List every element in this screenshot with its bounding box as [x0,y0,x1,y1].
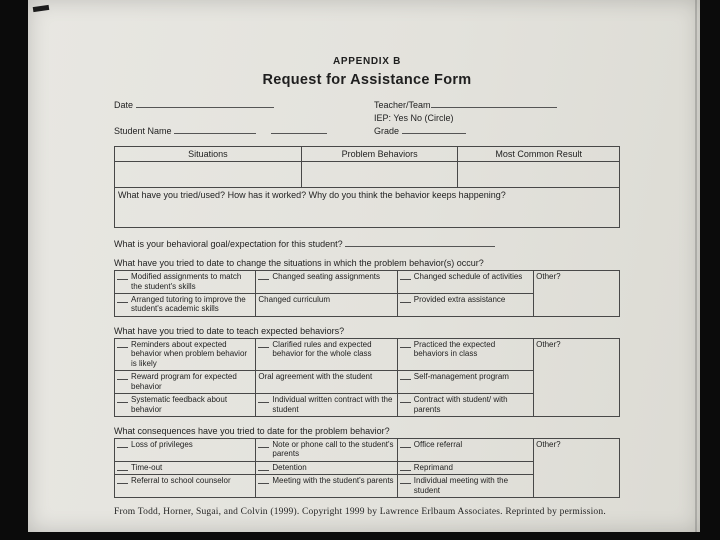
scan-artifact [33,5,50,12]
grade-field [374,125,620,138]
checklist-cell [256,461,397,474]
item-label: Self-management program [413,372,509,382]
checkline [400,341,411,348]
checklist-cell [115,394,256,417]
section-situations-table [114,270,620,317]
checkline [117,273,128,280]
checklist-cell [397,271,533,294]
student-name-label: Student Name [114,126,172,137]
item-label: Meeting with the student's parents [272,476,394,486]
section-consequences-question: What consequences have you tried to date for the problem behavior? [114,425,390,436]
item-label: Individual written contract with the student [272,395,393,414]
checkline [400,441,411,448]
checkline [400,373,411,380]
tried-question-row [115,188,620,228]
item-label: Contract with student/ with parents [413,395,508,414]
situations-entry-row [115,162,620,188]
table-row [115,338,620,370]
student-name-blank [174,126,256,134]
item-label: Practiced the expected behaviors in class [413,339,496,359]
checkline [258,441,269,448]
col-header-problem-behaviors: Problem Behaviors [301,147,458,162]
scanned-form-page [28,0,700,532]
table-row [115,271,620,294]
checkline [400,464,411,471]
item-label: Changed schedule of activities [413,272,523,282]
checklist-cell [397,475,533,498]
checklist-cell [256,294,397,317]
checklist-cell [115,475,256,498]
checkline [400,396,411,403]
checklist-cell [397,438,533,461]
checklist-cell [115,294,256,317]
checkline [117,341,128,348]
item-label: Systematic feedback about behavior [131,395,228,414]
checklist-cell [115,338,256,370]
checklist-cell [256,271,397,294]
tried-question-cell: What have you tried/used? How has it worked? Why do you think the behavior keeps happening? [115,188,620,228]
grade-label: Grade [374,126,400,137]
situations-table [114,146,620,228]
item-label: Changed curriculum [258,295,330,305]
col-header-situations: Situations [115,147,302,162]
section-consequences-table [114,438,620,498]
item-label: Note or phone call to the student's parents [272,439,394,459]
item-label: Reward program for expected behavior [131,372,237,391]
item-label: Provided extra assistance [413,295,506,305]
item-label: Loss of privileges [131,439,193,449]
checkline [400,296,411,303]
col-header-most-common-result: Most Common Result [458,147,620,162]
situations-header-row [115,147,620,162]
item-label: Changed seating assignments [272,272,381,282]
checkline [258,273,269,280]
checkline [400,273,411,280]
checkline [117,441,128,448]
checklist-cell [256,438,397,461]
checkline [117,477,128,484]
page-edge-crease [695,0,697,532]
iep-label: IEP: Yes No (Circle) [374,113,454,124]
checkline [117,464,128,471]
checklist-cell [256,394,397,417]
situations-entry-cell [115,162,302,188]
checklist-cell [397,338,533,370]
checkline [117,373,128,380]
date-field [114,99,374,112]
checklist-cell [397,294,533,317]
item-label: Reminders about expected behavior when problem behavior is likely [131,339,248,368]
checklist-cell [256,371,397,394]
student-name-field [114,125,374,138]
checklist-cell [256,338,397,370]
table-row [115,438,620,461]
header-fields [114,99,620,138]
checkline [258,396,269,403]
goal-question-line [114,239,620,249]
section-teach-table [114,338,620,417]
checkline [117,296,128,303]
item-label: Arranged tutoring to improve the student's academic skills [131,295,246,314]
teacher-field [374,99,620,112]
date-label: Date [114,100,134,110]
item-label: Detention [272,462,307,472]
teacher-label: Teacher/Team [374,100,431,110]
item-label: Office referral [413,439,463,449]
checkline [400,477,411,484]
checkline [117,396,128,403]
iep-field [374,112,620,125]
item-label: Oral agreement with the student [258,372,373,382]
page-title: Request for Assistance Form [262,72,472,88]
section-teach-question: What have you tried to date to teach expected behaviors? [114,325,345,336]
other-cell: Other? [534,438,620,497]
checklist-cell [115,461,256,474]
student-name-blank-2 [271,126,327,134]
most-common-result-entry-cell [458,162,620,188]
checklist-cell [397,461,533,474]
source-citation: From Todd, Horner, Sugai, and Colvin (1999). Copyright 1999 by Lawrence Erlbaum Associates. Reprinted by permission. [114,507,606,517]
problem-behaviors-entry-cell [301,162,458,188]
checkline [258,341,269,348]
goal-blank [345,239,495,247]
checklist-cell [115,438,256,461]
item-label: Modified assignments to match the student's skills [131,272,242,291]
appendix-label: APPENDIX B [332,56,402,67]
other-cell: Other? [534,338,620,416]
section-situations-question: What have you tried to date to change the situations in which the problem behavior(s) occur? [114,258,484,269]
grade-blank [402,126,466,134]
form-content [114,56,620,498]
header-spacer [114,112,374,125]
other-cell: Other? [534,271,620,317]
item-label: Reprimand [413,462,453,472]
checklist-cell [256,475,397,498]
checklist-cell [115,371,256,394]
checklist-cell [115,271,256,294]
teacher-blank [431,100,557,108]
goal-question-label: What is your behavioral goal/expectation for this student? [114,239,343,250]
checkline [258,464,269,471]
checkline [258,477,269,484]
item-label: Clarified rules and expected behavior for the whole class [272,339,372,359]
checklist-cell [397,394,533,417]
item-label: Time-out [131,462,163,472]
date-blank [136,100,274,108]
item-label: Individual meeting with the student [413,476,509,495]
checklist-cell [397,371,533,394]
item-label: Referral to school counselor [131,476,231,486]
